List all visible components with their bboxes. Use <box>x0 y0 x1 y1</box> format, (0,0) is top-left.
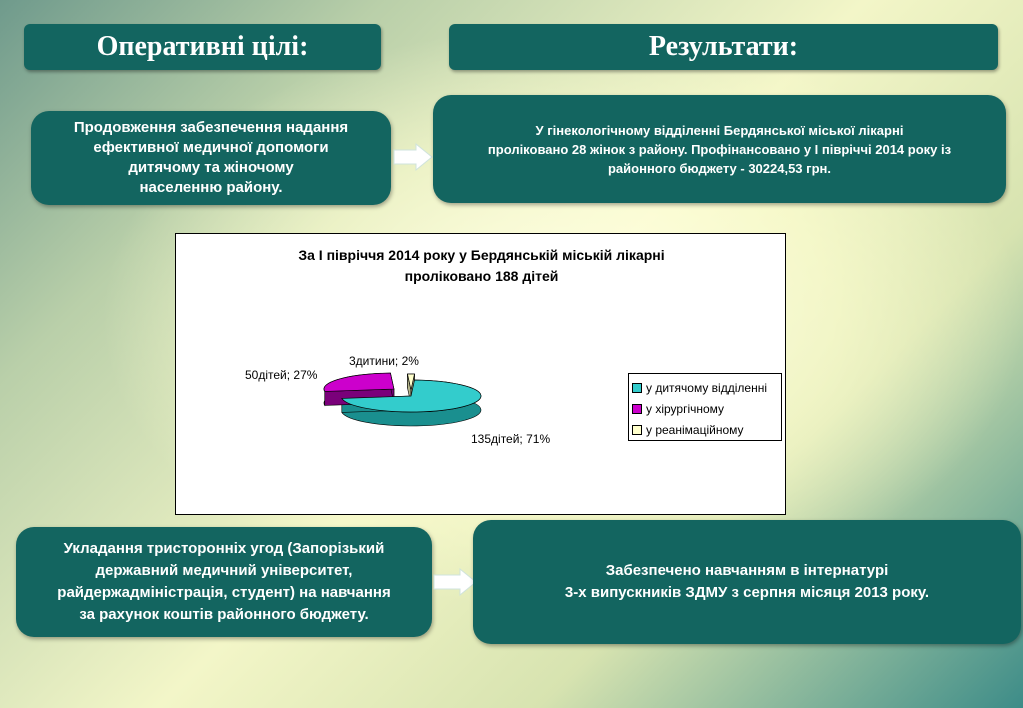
arrow-right-icon <box>392 142 434 172</box>
legend-label-surgical: у хірургічному <box>646 401 725 416</box>
legend-item-reanimation <box>632 419 781 440</box>
goal2-line4: за рахунок коштів районного бюджету. <box>79 606 369 623</box>
goals-header <box>24 24 381 70</box>
result1-line3: районного бюджету - 30224,53 грн. <box>607 160 831 176</box>
legend-swatch-surgical <box>632 404 642 414</box>
goals-header-text: Оперативні цілі: <box>96 31 309 62</box>
goal1-line4: населенню району. <box>139 179 283 196</box>
slice-surgical <box>324 373 394 391</box>
result-box-2 <box>473 520 1021 644</box>
result2-line2: 3-х випускників ЗДМУ з серпня місяця 2013 року. <box>564 584 930 601</box>
result1-line1: У гінекологічному відділенні Бердянської міської лікарні <box>535 122 904 138</box>
legend-item-surgical <box>632 398 781 419</box>
goal-box-2 <box>16 527 432 637</box>
legend-swatch-reanimation <box>632 425 642 435</box>
results-header-text: Результати: <box>648 31 799 62</box>
label-surgical: 50дітей; 27% <box>245 368 318 382</box>
arrow-right-icon-2 <box>432 567 478 597</box>
goal1-line1: Продовження забезпечення надання <box>73 119 349 136</box>
legend-swatch-children <box>632 383 642 393</box>
goal2-line2: державний медичний університет, <box>95 562 353 579</box>
result1-line2: проліковано 28 жінок з району. Профінансовано у І півріччі 2014 року із <box>487 141 952 157</box>
goal1-line2: ефективної медичної допомоги <box>93 139 329 156</box>
label-reanimation: 3дитини; 2% <box>349 354 419 368</box>
goal-box-1 <box>31 111 391 205</box>
chart-title-line2: проліковано 188 дітей <box>404 268 559 284</box>
chart-legend <box>628 373 782 441</box>
results-header <box>449 24 998 70</box>
label-children: 135дітей; 71% <box>471 432 551 446</box>
legend-item-children <box>632 377 781 398</box>
legend-label-children: у дитячому відділенні <box>646 380 767 395</box>
goal1-line3: дитячому та жіночому <box>128 159 294 176</box>
pie-chart <box>175 233 786 515</box>
chart-title-line1: За І півріччя 2014 року у Бердянській міській лікарні <box>298 247 665 263</box>
goal2-line1: Укладання тристоронніх угод (Запорізький <box>63 540 385 557</box>
goal2-line3: райдержадміністрація, студент) на навчання <box>57 584 391 601</box>
result-box-1 <box>433 95 1006 203</box>
legend-label-reanimation: у реанімаційному <box>646 422 744 437</box>
result2-line1: Забезпечено навчанням в інтернатурі <box>605 562 889 579</box>
